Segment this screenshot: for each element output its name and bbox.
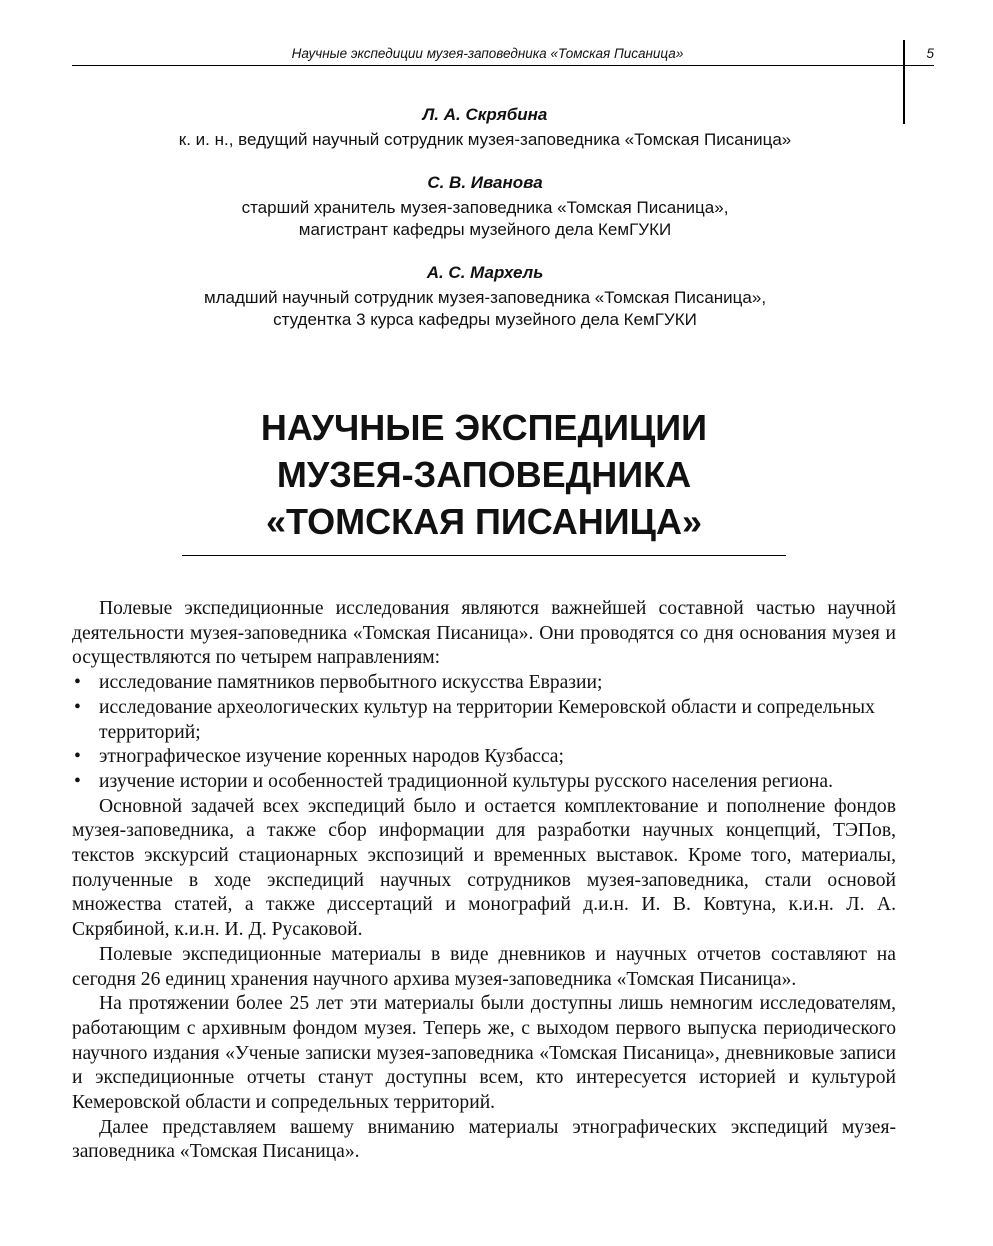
author-list — [72, 104, 898, 352]
bullet-icon: • — [74, 746, 81, 768]
author-name: А. С. Мархель — [426, 263, 544, 282]
body-paragraph: Полевые экспедиционные материалы в виде дневников и научных отчетов составляют на сегодня 26 единиц хранения научного архива музея-заповедника «Томская Писаница». — [72, 943, 896, 990]
article-body — [72, 597, 896, 1165]
author-affiliation — [72, 129, 898, 151]
article-title — [182, 404, 786, 556]
author-affiliation-line: магистрант кафедры музейного дела КемГУКИ — [298, 220, 672, 239]
author-affiliation-line: студентка 3 курса кафедры музейного дела КемГУКИ — [273, 310, 697, 329]
list-item — [72, 770, 896, 795]
author-affiliation-line: к. и. н., ведущий научный сотрудник музея-заповедника «Томская Писаница» — [178, 130, 792, 149]
list-item-text: исследование памятников первобытного искусства Евразии; — [99, 672, 603, 694]
list-item-text: этнографическое изучение коренных народов Кузбасса; — [99, 746, 564, 768]
running-title: Научные экспедиции музея-заповедника «Томская Писаница» — [291, 46, 684, 61]
list-item-text: изучение истории и особенностей традиционной культуры русского населения региона. — [99, 770, 833, 792]
running-header — [72, 44, 934, 66]
article-title-line: «ТОМСКАЯ ПИСАНИЦА» — [266, 501, 702, 542]
author-block — [72, 262, 898, 331]
page-number-divider — [903, 40, 905, 124]
list-item — [72, 696, 896, 745]
author-block — [72, 104, 898, 151]
article-title-line: НАУЧНЫЕ ЭКСПЕДИЦИИ — [260, 407, 708, 448]
bullet-icon: • — [74, 696, 81, 718]
bullet-icon: • — [74, 672, 81, 694]
intro-paragraph: Полевые экспедиционные исследования являются важнейшей составной частью научной деятельности музея-заповедника «Томская Писаница». Они проводятся со дня основания музея и осуществляются по четырем направлениям: — [72, 598, 896, 669]
author-affiliation — [72, 287, 898, 331]
bullet-icon: • — [74, 770, 81, 792]
list-item — [72, 745, 896, 770]
list-item — [72, 671, 896, 696]
body-paragraph: Далее представляем вашему вниманию материалы этнографических экспедиций музея-заповедника «Томская Писаница». — [72, 1116, 896, 1163]
author-name: С. В. Иванова — [427, 173, 543, 192]
author-block — [72, 172, 898, 241]
article-title-line: МУЗЕЯ-ЗАПОВЕДНИКА — [276, 454, 692, 495]
research-directions-list — [72, 671, 896, 795]
author-name: Л. А. Скрябина — [422, 105, 548, 124]
author-affiliation-line: младший научный сотрудник музея-заповедника «Томская Писаница», — [203, 288, 767, 307]
page-number: 5 — [926, 46, 934, 61]
body-paragraph: На протяжении более 25 лет эти материалы были доступны лишь немногим исследователям, работающим с архивным фондом музея. Теперь же, с выходом первого выпуска периодического научного издания «Ученые записки музея-заповедника «Томская Писаница», дневниковые записи и экспедиционные отчеты станут доступны всем, кто интересуется историей и культурой Кемеровской области и сопредельных территорий. — [72, 993, 896, 1114]
body-paragraph: Основной задачей всех экспедиций было и остается комплектование и пополнение фондов музея-заповедника, а также сбор информации для разработки научных концепций, ТЭПов, текстов экскурсий стационарных экспозиций и временных выставок. Кроме того, материалы, полученные в ходе экспедиций научных сотрудников музея-заповедника, стали основой множества статей, а также диссертаций и монографий д.и.н. И. В. Ковтуна, к.и.н. Л. А. Скрябиной, к.и.н. И. Д. Русаковой. — [72, 795, 896, 941]
author-affiliation — [72, 197, 898, 241]
author-affiliation-line: старший хранитель музея-заповедника «Томская Писаница», — [241, 198, 729, 217]
list-item-text: исследование археологических культур на территории Кемеровской области и сопредельных территорий; — [99, 696, 875, 743]
